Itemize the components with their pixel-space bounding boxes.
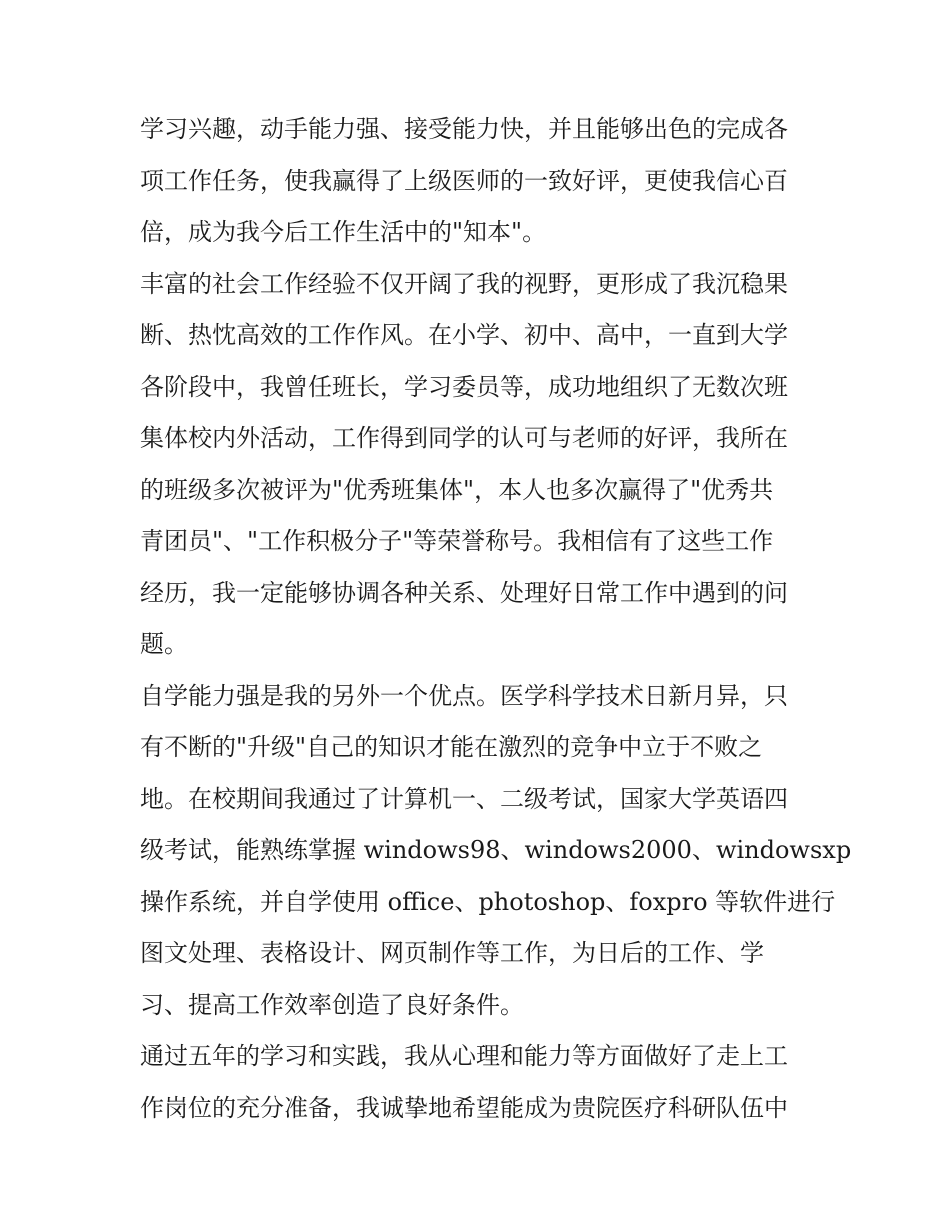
text-line: 习、提高工作效率创造了良好条件。 [140, 990, 524, 1019]
text-line: 断、热忱高效的工作作风。在小学、初中、高中，一直到大学 [140, 321, 788, 349]
text-line: 学习兴趣，动手能力强、接受能力快，并且能够出色的完成各 [140, 115, 788, 143]
text-line: 各阶段中，我曾任班长，学习委员等，成功地组织了无数次班 [140, 372, 788, 401]
text-line: 通过五年的学习和实践，我从心理和能力等方面做好了走上工 [140, 1042, 788, 1070]
text-line: 图文处理、表格设计、网页制作等工作，为日后的工作、学 [140, 939, 764, 967]
text-line: 青团员"、"工作积极分子"等荣誉称号。我相信有了这些工作 [140, 527, 774, 555]
paragraph-learning-interest [140, 104, 812, 259]
text-line: 倍，成为我今后工作生活中的"知本"。 [140, 218, 547, 246]
text-line: 项工作任务，使我赢得了上级医师的一致好评，更使我信心百 [140, 166, 788, 195]
text-line: 地。在校期间我通过了计算机一、二级考试，国家大学英语四 [140, 784, 788, 813]
paragraph-self-study [140, 671, 852, 1032]
text-line: 经历，我一定能够协调各种关系、处理好日常工作中遇到的问 [140, 578, 788, 607]
text-line: 作岗位的充分准备，我诚挚地希望能成为贵院医疗科研队伍中 [140, 1093, 788, 1122]
paragraph-conclusion [140, 1031, 812, 1134]
text-line: 自学能力强是我的另外一个优点。医学科学技术日新月异，只 [140, 681, 788, 710]
text-line: 题。 [140, 630, 188, 658]
text-line: 丰富的社会工作经验不仅开阔了我的视野，更形成了我沉稳果 [140, 269, 788, 298]
text-line: 有不断的"升级"自己的知识才能在激烈的竞争中立于不败之 [140, 733, 763, 761]
text-line: 的班级多次被评为"优秀班集体"，本人也多次赢得了"优秀共 [140, 475, 774, 504]
text-line: 集体校内外活动，工作得到同学的认可与老师的好评，我所在 [140, 424, 788, 452]
document-body [140, 104, 852, 1134]
text-line: 级考试，能熟练掌握 windows98、windows2000、windowsxp [140, 836, 852, 864]
text-line: 操作系统，并自学使用 office、photoshop、foxpro 等软件进行 [140, 887, 836, 916]
paragraph-social-experience [140, 259, 812, 671]
